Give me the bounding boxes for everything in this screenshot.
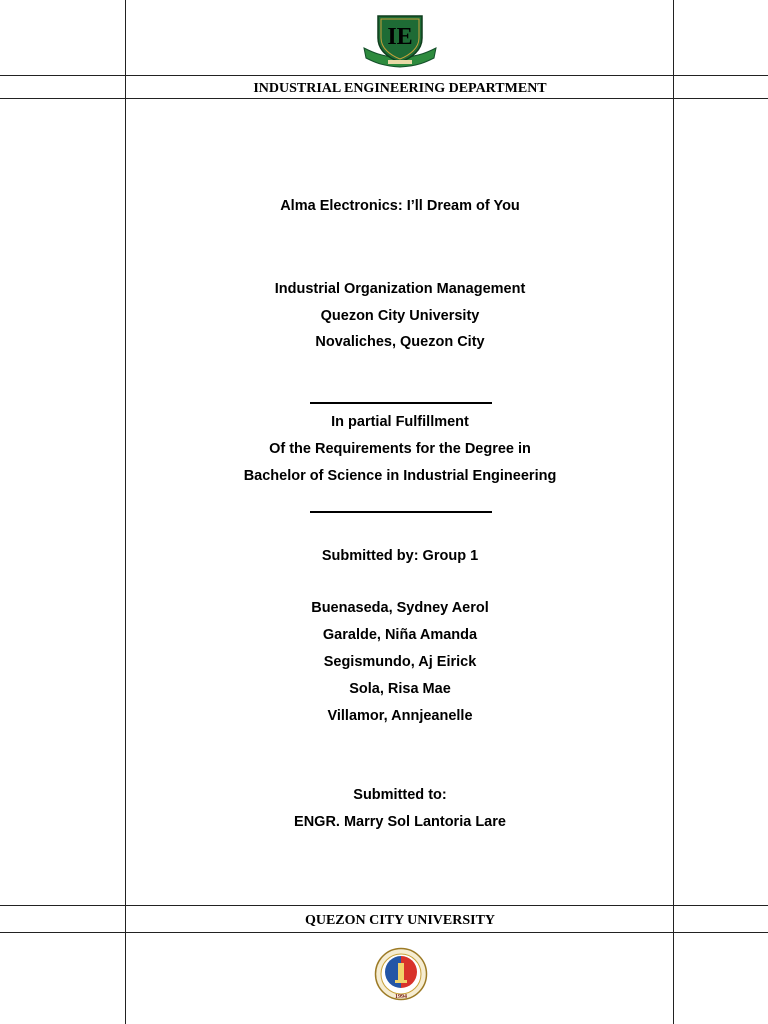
school-location: Novaliches, Quezon City xyxy=(315,334,485,350)
member-name: Buenaseda, Sydney Aerol xyxy=(311,600,489,616)
ie-department-logo xyxy=(362,12,438,72)
submitted-to-label: Submitted to: xyxy=(353,787,447,803)
separator-rule-top xyxy=(310,402,492,404)
fulfillment-line-1: In partial Fulfillment xyxy=(331,414,469,430)
university-footer: QUEZON CITY UNIVERSITY xyxy=(304,913,496,928)
member-name: Segismundo, Aj Eirick xyxy=(323,654,477,670)
university-seal xyxy=(374,947,428,1001)
member-name: Garalde, Niña Amanda xyxy=(322,627,478,643)
fulfillment-line-3: Bachelor of Science in Industrial Engineering xyxy=(243,468,557,484)
left-margin-line xyxy=(125,0,126,1024)
member-name: Sola, Risa Mae xyxy=(349,681,451,697)
member-name: Villamor, Annjeanelle xyxy=(327,708,473,724)
fulfillment-line-2: Of the Requirements for the Degree in xyxy=(269,441,531,457)
separator-rule-bottom xyxy=(310,511,492,513)
footer-bottom-line xyxy=(0,932,768,933)
department-header: INDUSTRIAL ENGINEERING DEPARTMENT xyxy=(253,81,547,96)
submitted-by: Submitted by: Group 1 xyxy=(321,548,479,564)
header-top-line xyxy=(0,75,768,76)
right-margin-line xyxy=(673,0,674,1024)
course-name: Industrial Organization Management xyxy=(274,281,526,297)
submitted-to-name: ENGR. Marry Sol Lantoria Lare xyxy=(294,814,506,830)
school-name: Quezon City University xyxy=(320,308,480,324)
header-bottom-line xyxy=(0,98,768,99)
project-title: Alma Electronics: I’ll Dream of You xyxy=(280,198,520,214)
logo-letters: IE xyxy=(387,24,413,50)
footer-top-line xyxy=(0,905,768,906)
seal-year: 1994 xyxy=(395,994,407,1000)
